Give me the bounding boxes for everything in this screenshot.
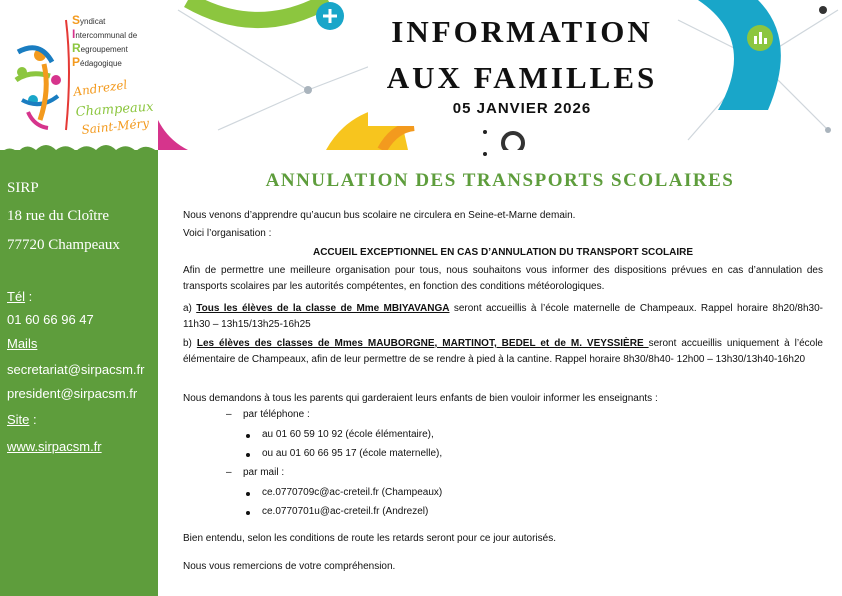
tel-label-line: Tél :	[7, 289, 33, 304]
page-heading: ANNULATION DES TRANSPORTS SCOLAIRES	[265, 170, 735, 191]
bullet-dot	[483, 130, 487, 134]
logo-town-3: Saint-Méry	[80, 115, 150, 137]
logo-town-2: Champeaux	[75, 99, 154, 120]
subheading: ACCUEIL EXCEPTIONNEL EN CAS D’ANNULATION DU TRANSPORT SCOLAIRE	[312, 247, 694, 258]
paragraph-organisation: Afin de permettre une meilleure organisation pour tous, nous souhaitons vous informer des dispositions prévues en cas d’annulation des transports scolaires par les autorités compétentes, en fonction des conditions météorologiques.	[183, 265, 823, 292]
bullet-dot	[483, 152, 487, 156]
title-aux-familles: AUX FAMILLES	[386, 60, 658, 95]
dash-marker: –	[226, 409, 232, 420]
address-line-2: 77720 Champeaux	[7, 237, 120, 253]
site-label-line: Site :	[7, 412, 37, 427]
paragraph-b: b) Les élèves des classes de Mmes MAUBORGNE, MARTINOT, BEDEL et de M. VEYSSIÈRE seront accueillis uniquement à l’école élémentaire de Champeaux, afin de leur permettre de se rendre à pied à la cantine. Rappel horaire 8h30/8h40- 12h00 – 13h30/13h40-16h20	[183, 338, 823, 365]
paragraph-note: Bien entendu, selon les conditions de route les retards seront pour ce jour autorisés.	[183, 533, 556, 544]
classes-elementaire: Les élèves des classes de Mmes MAUBORGNE, MARTINOT, BEDEL et de M. VEYSSIÈRE	[196, 338, 649, 349]
title-information: INFORMATION	[391, 14, 653, 49]
bullet-dot	[246, 492, 250, 496]
list-item-phone-maternelle[interactable]: ou au 01 60 66 95 17 (école maternelle),	[262, 448, 443, 459]
sidebar	[0, 0, 158, 596]
dash-marker: –	[226, 467, 232, 478]
svg-text:Andrezel	[71, 78, 128, 100]
org-name: SIRP	[7, 180, 39, 196]
title-date: 05 JANVIER 2026	[452, 100, 592, 117]
mails-label: Mails	[7, 336, 38, 351]
bullet-dot	[246, 434, 250, 438]
bullet-dot	[246, 511, 250, 515]
intro-line-1: Nous venons d’apprendre qu’aucun bus scolaire ne circulera en Seine-et-Marne demain.	[183, 210, 576, 221]
list-item-mail-champeaux[interactable]: ce.0770709c@ac-creteil.fr (Champeaux)	[262, 487, 443, 498]
svg-text:Saint-Méry	[81, 116, 150, 137]
list-item-mail-andrezel[interactable]: ce.0770701u@ac-creteil.fr (Andrezel)	[262, 506, 429, 517]
sirp-logo	[0, 0, 158, 150]
intro-line-2: Voici l’organisation :	[183, 228, 272, 239]
mail-president-link[interactable]: president@sirpacsm.fr	[7, 386, 138, 401]
paragraph-thanks: Nous vous remercions de votre compréhension.	[183, 561, 396, 572]
list-item-by-phone: par téléphone :	[243, 409, 310, 420]
title-box	[368, 8, 676, 126]
site-label: Site	[7, 412, 30, 427]
paragraph-a: a) Tous les élèves de la classe de Mme MBIYAVANGA seront accueillis à l’école maternelle de Champeaux. Rappel horaire 8h20/8h30- 11h30 – 13h15/13h25-16h25	[183, 303, 824, 330]
logo-text: Syndicat Intercommunal de Regroupement Pédagogique	[72, 13, 138, 69]
address-line-1: 18 rue du Cloître	[7, 208, 110, 224]
site-link[interactable]: www.sirpacsm.fr	[7, 439, 102, 454]
paragraph-ask: Nous demandons à tous les parents qui garderaient leurs enfants de bien vouloir informer les enseignants :	[183, 393, 658, 404]
list-item-by-mail: par mail :	[243, 467, 285, 478]
logo-town-1: Andrezel	[72, 77, 129, 99]
class-mbiyavanga: Tous les élèves de la classe de Mme MBIYAVANGA	[196, 303, 450, 314]
tel-value[interactable]: 01 60 66 96 47	[7, 312, 94, 327]
cloud-edge-decoration	[0, 140, 158, 164]
list-item-phone-elementaire[interactable]: au 01 60 59 10 92 (école élémentaire),	[262, 429, 434, 440]
mail-secretariat-link[interactable]: secretariat@sirpacsm.fr	[7, 362, 145, 377]
tel-label: Tél	[7, 289, 26, 304]
bullet-dot	[246, 453, 250, 457]
